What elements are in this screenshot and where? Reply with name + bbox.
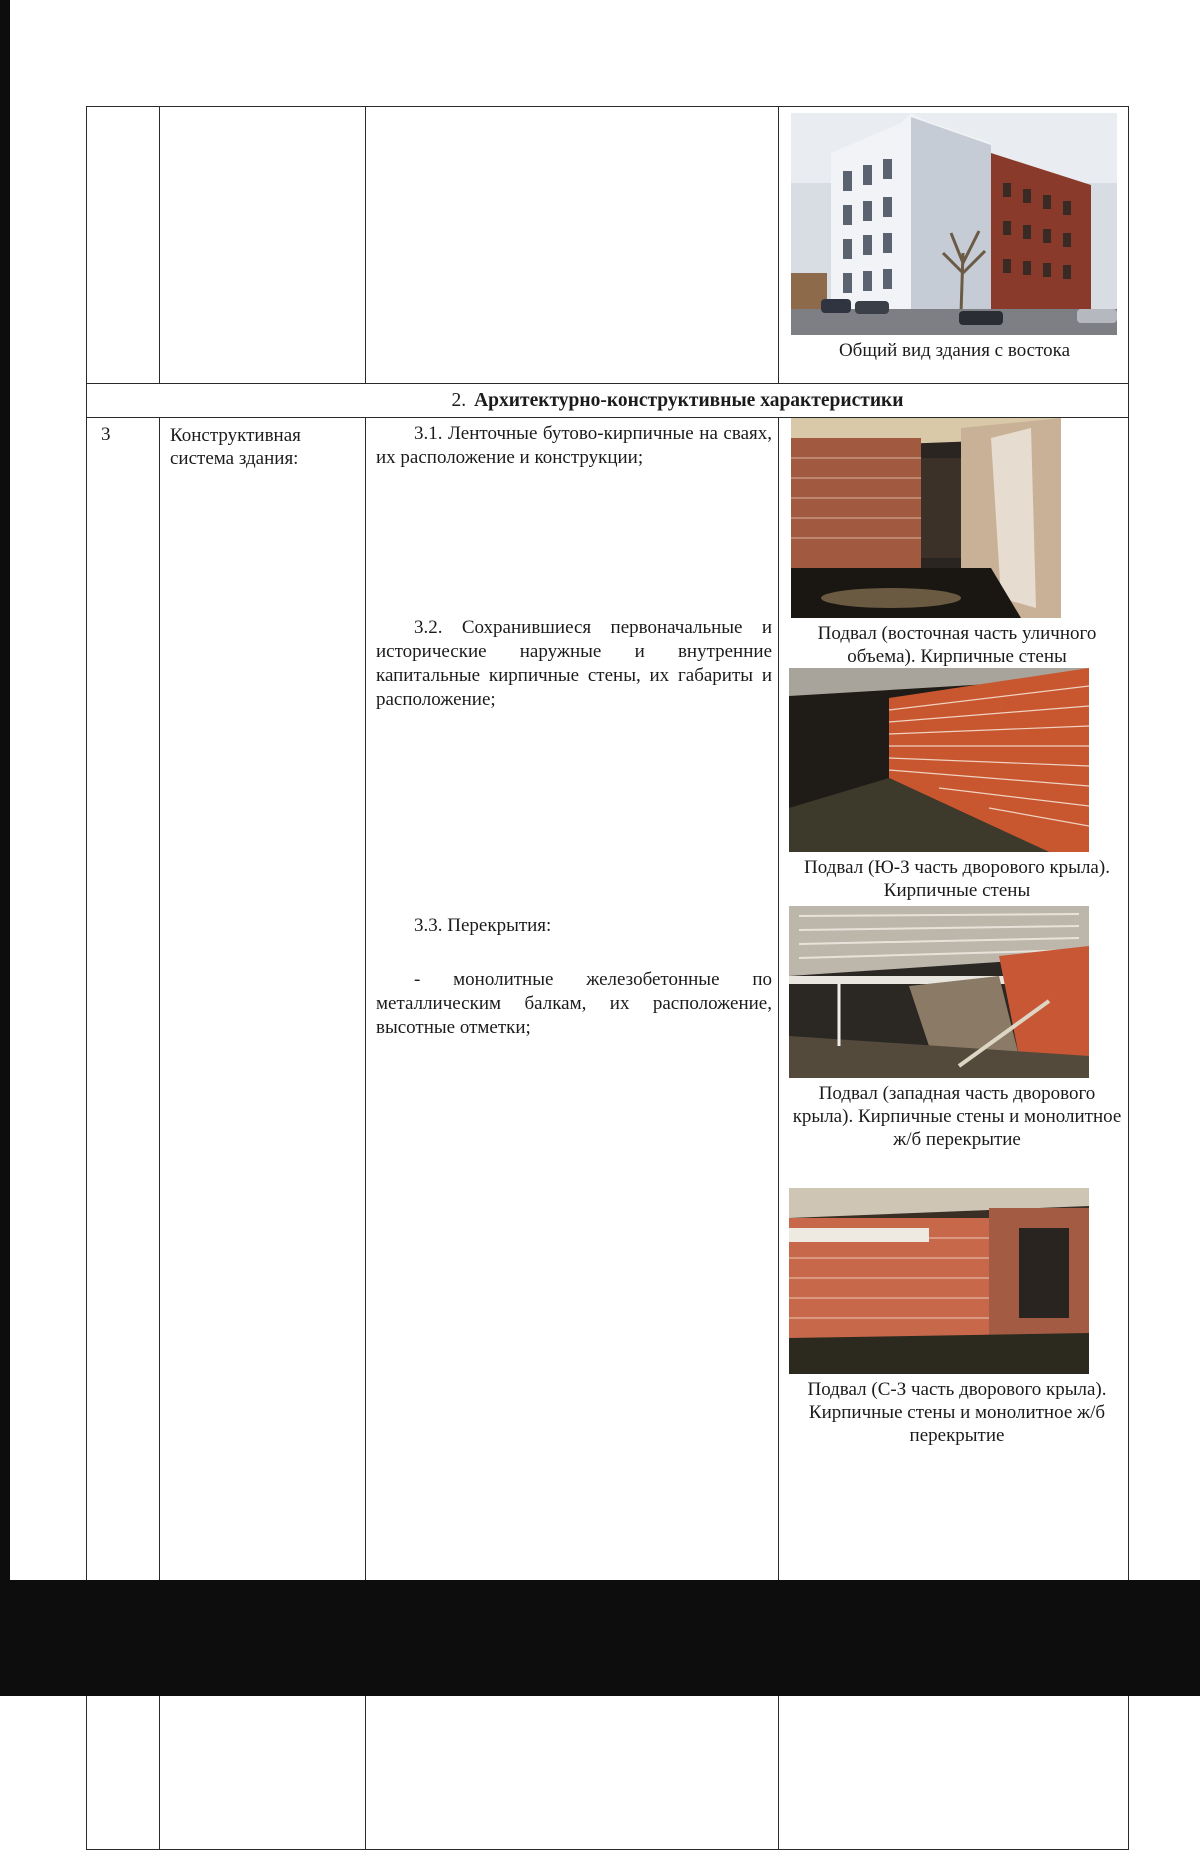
section-title-text: Архитектурно-конструктивные характеристики (474, 390, 904, 411)
item-3-3-slabs: - монолитные железобетонные по металлическим балкам, их расположение, высотные отметки; (376, 969, 772, 1038)
scan-border-bottom (0, 1580, 1200, 1696)
item-3-3: 3.3. Перекрытия: (414, 915, 552, 936)
item-3-1: 3.1. Ленточные бутово-кирпичные на сваях, их расположение и конструкции; (376, 423, 772, 468)
photo-block-3 (789, 906, 1125, 1151)
section-title (87, 384, 1128, 417)
item-3-2: 3.2. Сохранившиеся первоначальные и исторические наружные и внутренние капитальные кирпичные стены, их габариты и расположение; (376, 617, 772, 710)
photo-caption: Подвал (восточная часть уличного объема). Кирпичные стены (817, 623, 1097, 667)
basement-sw-photo (789, 668, 1089, 852)
photo-caption: Подвал (западная часть дворового крыла). Кирпичные стены и монолитное ж/б перекрытие (792, 1083, 1122, 1150)
section-heading-cell (87, 384, 1129, 418)
basement-nw-photo (789, 1188, 1089, 1374)
scan-border-left (0, 0, 10, 1580)
row-name: Конструктивная система здания: (160, 418, 366, 1850)
photo-caption: Подвал (Ю-З часть дворового крыла). Кирпичные стены (804, 857, 1110, 901)
row-number: 3 (87, 418, 160, 1850)
section-heading-row (87, 384, 1129, 418)
cell-number-empty (87, 107, 160, 384)
cell-name-empty (160, 107, 366, 384)
section-number: 2. (451, 390, 467, 411)
photo-block-1 (789, 418, 1125, 668)
photo-block-2 (789, 668, 1125, 902)
basement-west-photo (789, 906, 1089, 1078)
photo-block-4 (789, 1188, 1125, 1447)
basement-east-photo (791, 418, 1061, 618)
photo-caption: Подвал (С-З часть дворового крыла). Кирпичные стены и монолитное ж/б перекрытие (807, 1379, 1107, 1446)
cell-text-empty (366, 107, 779, 384)
photo-caption: Общий вид здания с востока (838, 340, 1071, 361)
cell-photo-building (779, 107, 1129, 384)
building-east-photo (791, 113, 1117, 335)
table-row-top (87, 107, 1129, 384)
